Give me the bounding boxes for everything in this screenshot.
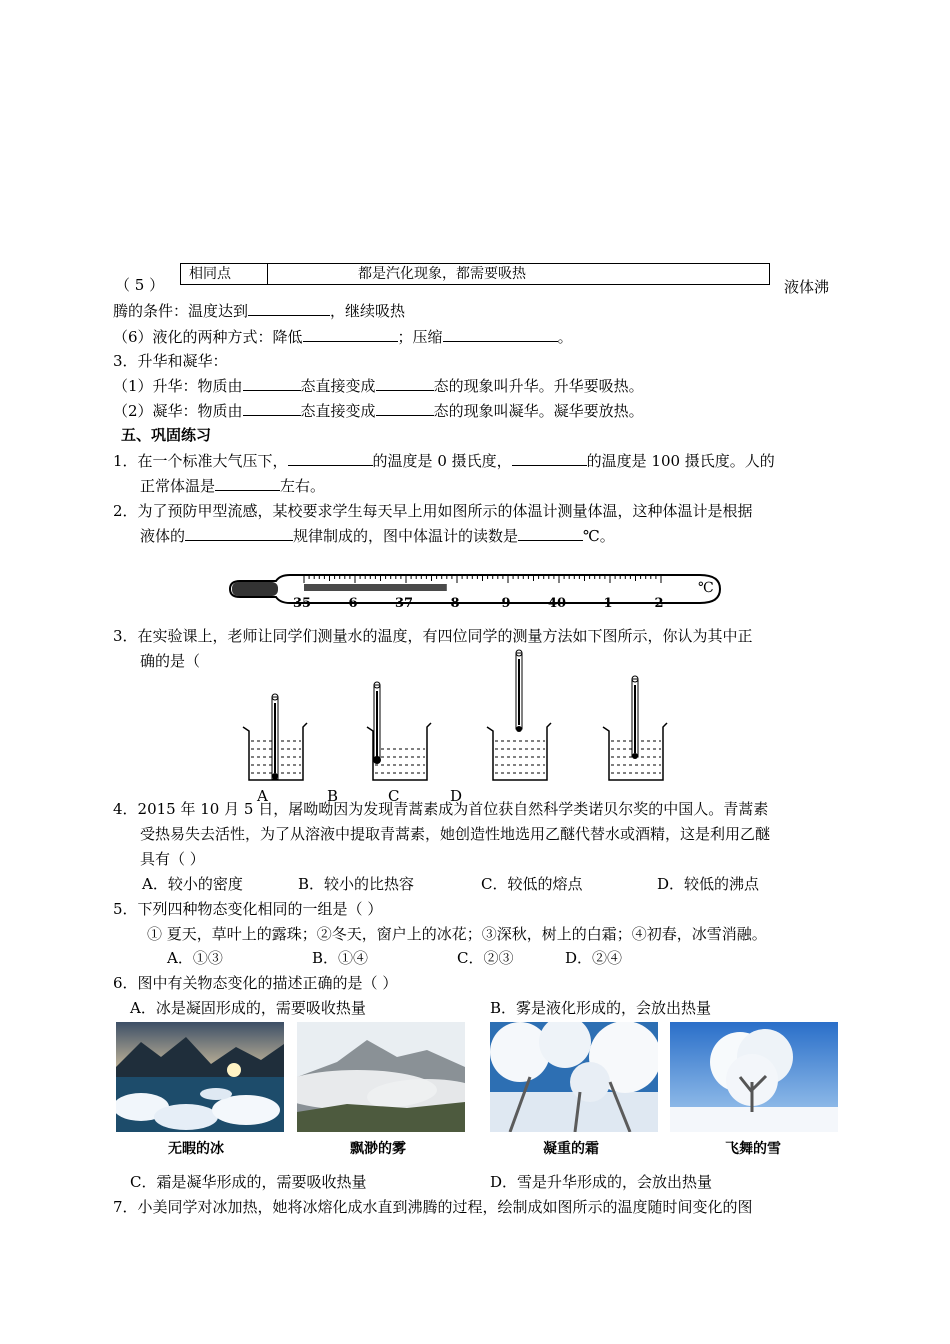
q1-line1 <box>113 451 775 471</box>
thermometer-label: 2 <box>654 596 664 611</box>
sub1-line <box>113 376 644 396</box>
table-value: 都是汽化现象，都需要吸热 <box>268 264 770 285</box>
blank <box>303 327 398 342</box>
beaker-label-a: A <box>257 787 268 805</box>
s5-prefix: （ 5 ） <box>115 276 165 294</box>
thermometer-label: 9 <box>501 596 511 611</box>
q3-line1: 3．在实验课上，老师让同学们测量水的温度，有四位同学的测量方法如下图所示，你认为其中正 <box>113 627 753 645</box>
s6-line <box>113 327 573 347</box>
q3-line2: 确的是（ <box>140 652 201 670</box>
blank <box>185 526 293 541</box>
frost-photo <box>490 1022 658 1132</box>
thermometer-label: 40 <box>547 596 567 611</box>
snow-photo <box>670 1022 838 1132</box>
mercury-column <box>304 584 447 591</box>
q4-option-d: D．较低的沸点 <box>657 875 760 893</box>
thermometer-label: 8 <box>450 596 460 611</box>
heading-3: 3．升华和凝华： <box>113 352 228 370</box>
q5-line2: ① 夏天，草叶上的露珠；②冬天，窗户上的冰花；③深秋，树上的白霜；④初春，冰雪消融。 <box>147 925 767 943</box>
celsius-unit: ℃ <box>698 580 714 596</box>
s5-line2-a: 腾的条件：温度达到 <box>113 302 249 320</box>
s5-line2-b: ，继续吸热 <box>330 302 406 320</box>
beaker-label-d: D <box>450 787 463 805</box>
q5-option-d: D．②④ <box>565 949 623 967</box>
s5-line2 <box>113 301 405 321</box>
sub1-b: 态直接变成 <box>300 377 376 395</box>
beakers-figure <box>235 645 695 805</box>
beaker-d <box>603 676 667 780</box>
q4-option-a: A．较小的密度 <box>142 875 243 893</box>
blank <box>215 476 280 491</box>
s6-b: ；压缩 <box>397 328 443 346</box>
q2-line1: 2．为了预防甲型流感，某校要求学生每天早上用如图所示的体温计测量体温，这种体温计是根据 <box>113 502 753 520</box>
section-heading: 五、巩固练习 <box>121 426 212 444</box>
q2-d: ℃。 <box>583 527 615 545</box>
s6-c: 。 <box>557 328 573 346</box>
q1-e: 左右。 <box>280 477 326 495</box>
q1-d: 正常体温是 <box>140 477 216 495</box>
q2-c: 规律制成的，图中体温计的读数是 <box>293 527 519 545</box>
caption-ice: 无暇的冰 <box>168 1141 224 1157</box>
sub2-c: 态的现象叫凝华。凝华要放热。 <box>433 402 644 420</box>
q1-a: 1．在一个标准大气压下， <box>113 452 288 470</box>
comparison-table <box>180 263 770 285</box>
q6-option-c: C．霜是凝华形成的，需要吸收热量 <box>130 1173 367 1191</box>
beaker-b <box>367 682 431 780</box>
blank <box>518 526 583 541</box>
q4-option-c: C．较低的熔点 <box>481 875 583 893</box>
beaker-a <box>243 694 307 780</box>
sub2-b: 态直接变成 <box>300 402 376 420</box>
q6-line1: 6．图中有关物态变化的描述正确的是（ ） <box>113 974 398 992</box>
blank <box>376 401 434 416</box>
q6-option-d: D．雪是升华形成的，会放出热量 <box>490 1173 713 1191</box>
q1-line2 <box>140 476 325 496</box>
s6-a: （6）液化的两种方式：降低 <box>113 328 303 346</box>
blank <box>248 301 330 316</box>
sub1-c: 态的现象叫升华。升华要吸热。 <box>433 377 644 395</box>
q4-line2: 受热易失去活性，为了从溶液中提取青蒿素，她创造性地选用乙醚代替水或酒精，这是利用乙醚 <box>140 825 771 843</box>
beaker-label-c: C <box>388 787 400 805</box>
beaker-label-b: B <box>327 787 339 805</box>
blank <box>376 376 434 391</box>
q1-c: 的温度是 100 摄氏度。人的 <box>586 452 775 470</box>
blank <box>443 327 558 342</box>
q5-option-b: B．①④ <box>312 949 369 967</box>
thermometer-label: 1 <box>603 596 613 611</box>
thermometer-bulb <box>232 582 278 596</box>
sub2-line <box>113 401 644 421</box>
blank <box>243 376 301 391</box>
sub1-a: （1）升华：物质由 <box>113 377 243 395</box>
fog-photo <box>297 1022 465 1132</box>
q4-line1: 4．2015 年 10 月 5 日，屠呦呦因为发现青蒿素成为首位获自然科学类诺贝尔奖的中国人。青蒿素 <box>113 800 769 818</box>
thermometer-label: 6 <box>348 596 358 611</box>
blank <box>512 451 587 466</box>
q1-b: 的温度是 0 摄氏度， <box>372 452 512 470</box>
q6-option-b: B．雾是液化形成的，会放出热量 <box>490 999 712 1017</box>
q7-line1: 7．小美同学对冰加热，她将冰熔化成水直到沸腾的过程，绘制成如图所示的温度随时间变化的图 <box>113 1198 753 1216</box>
thermometer-label: 35 <box>292 596 312 611</box>
q6-option-a: A．冰是凝固形成的，需要吸收热量 <box>130 999 366 1017</box>
caption-snow: 飞舞的雪 <box>725 1141 781 1157</box>
thermometer-label: 37 <box>394 596 414 611</box>
q2-line2 <box>140 526 615 546</box>
q4-option-b: B．较小的比热容 <box>298 875 415 893</box>
beaker-c <box>487 650 551 780</box>
q2-b: 液体的 <box>140 527 186 545</box>
caption-frost: 凝重的霜 <box>543 1141 599 1157</box>
q5-option-a: A．①③ <box>167 949 223 967</box>
q4-line3: 具有（ ） <box>140 850 205 868</box>
blank <box>243 401 301 416</box>
ice-photo <box>116 1022 284 1132</box>
table-label: 相同点 <box>181 264 268 285</box>
blank <box>288 451 373 466</box>
caption-fog: 飘渺的雾 <box>350 1141 406 1157</box>
thermometer-figure <box>228 565 728 613</box>
q5-line1: 5．下列四种物态变化相同的一组是（ ） <box>113 900 383 918</box>
q5-option-c: C．②③ <box>457 949 514 967</box>
sub2-a: （2）凝华：物质由 <box>113 402 243 420</box>
s5-suffix: 液体沸 <box>784 278 830 296</box>
